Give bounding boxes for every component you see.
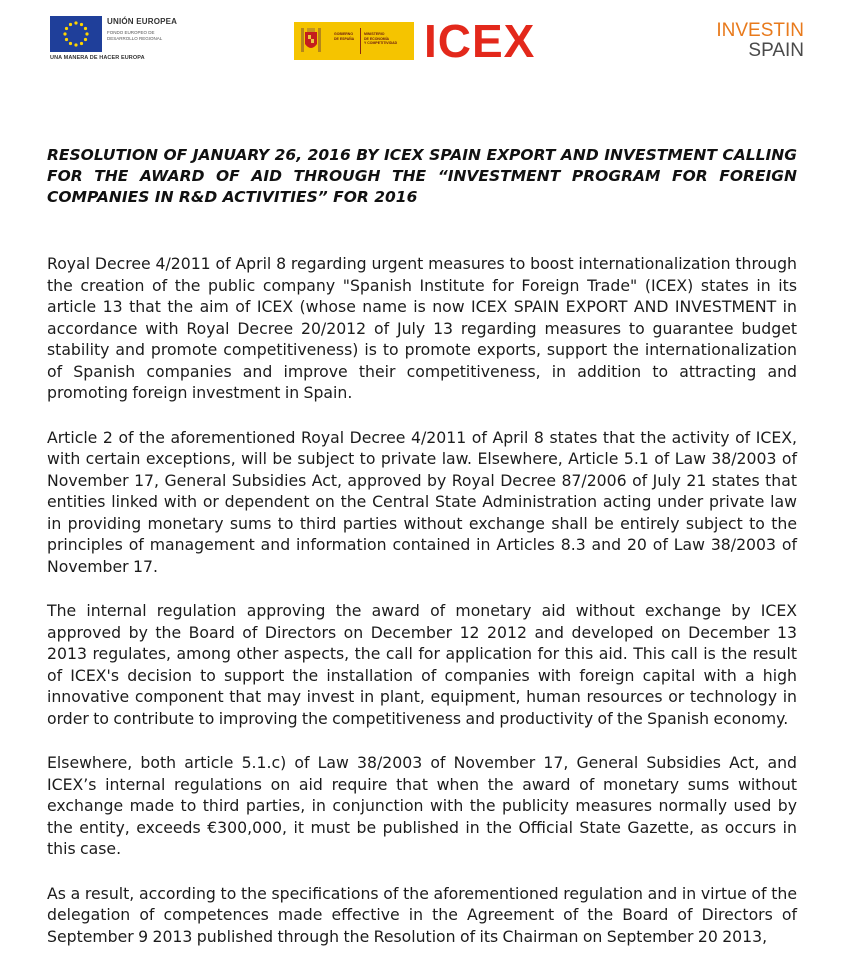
paragraph-1: Royal Decree 4/2011 of April 8 regarding urgent measures to boost internationalization through the creation of the public company "Spanish Institute for Foreign Trade" (ICEX) states in its article 13 that the aim of ICEX (whose name is now ICEX SPAIN EXPORT AND INVESTMENT in accordance with Royal Decree 20/2012 of July 13 regarding measures to guarantee budget stability and promote competitiveness) is to promote exports, support the internationalization of Spanish companies and improve their competitiveness, in addition to attracting and promoting foreign investment in Spain. [47, 254, 797, 402]
ministry-line1: MINISTERIO [364, 32, 385, 36]
document-body [47, 253, 797, 970]
gov-name-line2: DE ESPAÑA [334, 36, 355, 41]
spain-label: SPAIN [748, 40, 804, 61]
coat-of-arms-icon [299, 26, 323, 56]
gov-name [334, 32, 354, 41]
paragraph-2: Article 2 of the aforementioned Royal Decree 4/2011 of April 8 states that the activity of ICEX, with certain exceptions, will be subject to private law. Elsewhere, Article 5.1 of Law 38/2003 of November 17, General Subsidies Act, approved by Royal Decree 87/2006 of July 21 states that entities linked with or dependent on the Central State Administration acting under private law in providing monetary sums to third parties without exchange shall be entirely subject to the principles of management and information contained in Articles 8.3 and 20 of Law 38/2003 of November 17. [47, 427, 797, 576]
eu-erdf-logo [50, 14, 190, 64]
eu-fund-line2: DESARROLLO REGIONAL [107, 35, 163, 41]
document-title: RESOLUTION OF JANUARY 26, 2016 BY ICEX SPAIN EXPORT AND INVESTMENT CALLING FOR THE AWARD OF AID THROUGH THE “INVESTMENT PROGRAM FOR FOREIGN COMPANIES IN R&D ACTIVITIES” FOR 2016 [47, 146, 797, 206]
eu-fund-line1: FONDO EUROPEO DE [107, 30, 155, 35]
page-header [0, 12, 845, 68]
eu-union-label: UNIÓN EUROPEA [107, 17, 178, 26]
invest-in-label: INVESTIN [716, 20, 804, 41]
gov-name-line1: GOBIERNO [334, 32, 354, 36]
eu-motto: UNA MANERA DE HACER EUROPA [50, 55, 145, 61]
paragraph-3: The internal regulation approving the award of monetary aid without exchange by ICEX approved by the Board of Directors on December 12 2012 and developed on December 13 2013 regulates, among other aspects, the call for application for this aid. This call is the result of ICEX's decision to support the installation of companies with foreign capital with a high innovative component that may invest in plant, equipment, human resources or technology in order to contribute to improving the competitiveness and productivity of the Spanish economy. [47, 601, 797, 728]
ministry-line3: Y COMPETITIVIDAD [364, 41, 398, 45]
paragraph-4: Elsewhere, both article 5.1.c) of Law 38/2003 of November 17, General Subsidies Act, and ICEX’s internal regulations on aid require that when the award of monetary sums without exchange made to third parties, in conjunction with the publicity measures normally used by the entity, exceeds €300,000, it must be published in the Official State Gazette, as occurs in this case. [47, 753, 797, 858]
spanish-government-logo [294, 22, 414, 60]
paragraph-5: As a result, according to the specifications of the aforementioned regulation and in virtue of the delegation of competences made effective in the Agreement of the Board of Directors of September 9 2013 published through the Resolution of its Chairman on September 20 2013, [47, 883, 797, 946]
gov-divider [360, 28, 361, 54]
ministry-line2: DE ECONOMÍA [364, 36, 390, 41]
ministry-name [364, 32, 397, 46]
eu-text-block [107, 17, 187, 41]
icex-logo: ICEX [424, 15, 536, 67]
eu-flag-icon [50, 16, 102, 52]
invest-in-spain-logo [714, 21, 804, 61]
